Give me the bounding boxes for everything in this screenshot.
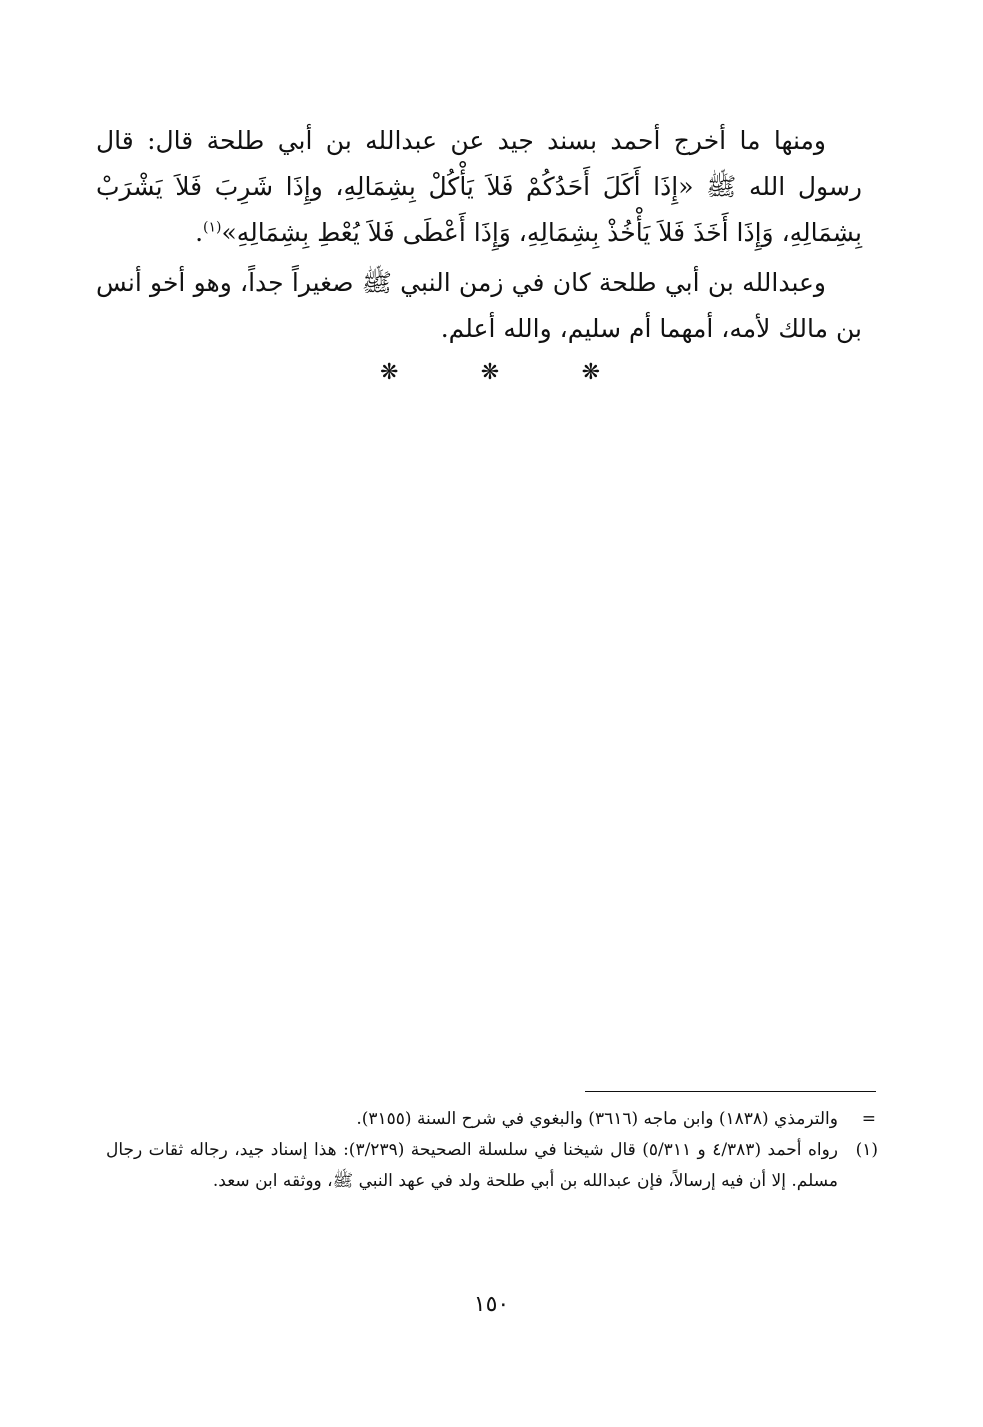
footnote-divider [585,1091,876,1092]
footnote-text: رواه أحمد (٤/٣٨٣ و ٥/٣١١) قال شيخنا في سلسلة الصحيحة (٣/٢٣٩): هذا إسناد جيد، رجاله ثقات رجال مسلم. إلا أن فيه إرسالاً، فإن عبدالله بن أبي طلحة ولد في عهد النبي ﷺ، ووثقه ابن سعد. [106,1140,838,1191]
paragraph-hadith-end: . [195,218,204,247]
footnote-text: والترمذي (١٨٣٨) وابن ماجه (٣٦١٦) والبغوي في شرح السنة (٣١٥٥). [356,1109,838,1129]
paragraph-hadith [96,118,862,256]
paragraph-note: وعبدالله بن أبي طلحة كان في زمن النبي ﷺ صغيراً جداً، وهو أخو أنس بن مالك لأمه، أمهما أم سليم، والله أعلم. [96,268,862,343]
footnote-continuation-marker: = [861,1109,876,1129]
footnote-marker: (١) [855,1140,878,1160]
separator-star-icon: ❋ [480,360,500,385]
footnotes [106,1104,878,1197]
section-separator [380,360,600,385]
separator-star-icon: ❋ [581,360,600,385]
page-number: ١٥٠ [473,1292,510,1317]
paragraph-hadith-text: ومنها ما أخرج أحمد بسند جيد عن عبدالله بن أبي طلحة قال: قال رسول الله ﷺ «إِذَا أَكَلَ أَحَدُكُمْ فَلاَ يَأْكُلْ بِشِمَالِهِ، وإِذَا شَرِبَ فَلاَ يَشْرَبْ بِشِمَالِهِ، وَإِذَا أَخَذَ فَلاَ يَأْخُذْ بِشِمَالِهِ، وَإِذَا أَعْطَى فَلاَ يُعْطِ بِشِمَالِهِ» [96,126,862,247]
footnote-continuation [106,1104,878,1135]
separator-star-icon: ❋ [380,360,399,385]
footnote-reference[interactable]: (١) [203,219,222,236]
footnote-1 [106,1135,878,1197]
main-text [96,118,862,352]
